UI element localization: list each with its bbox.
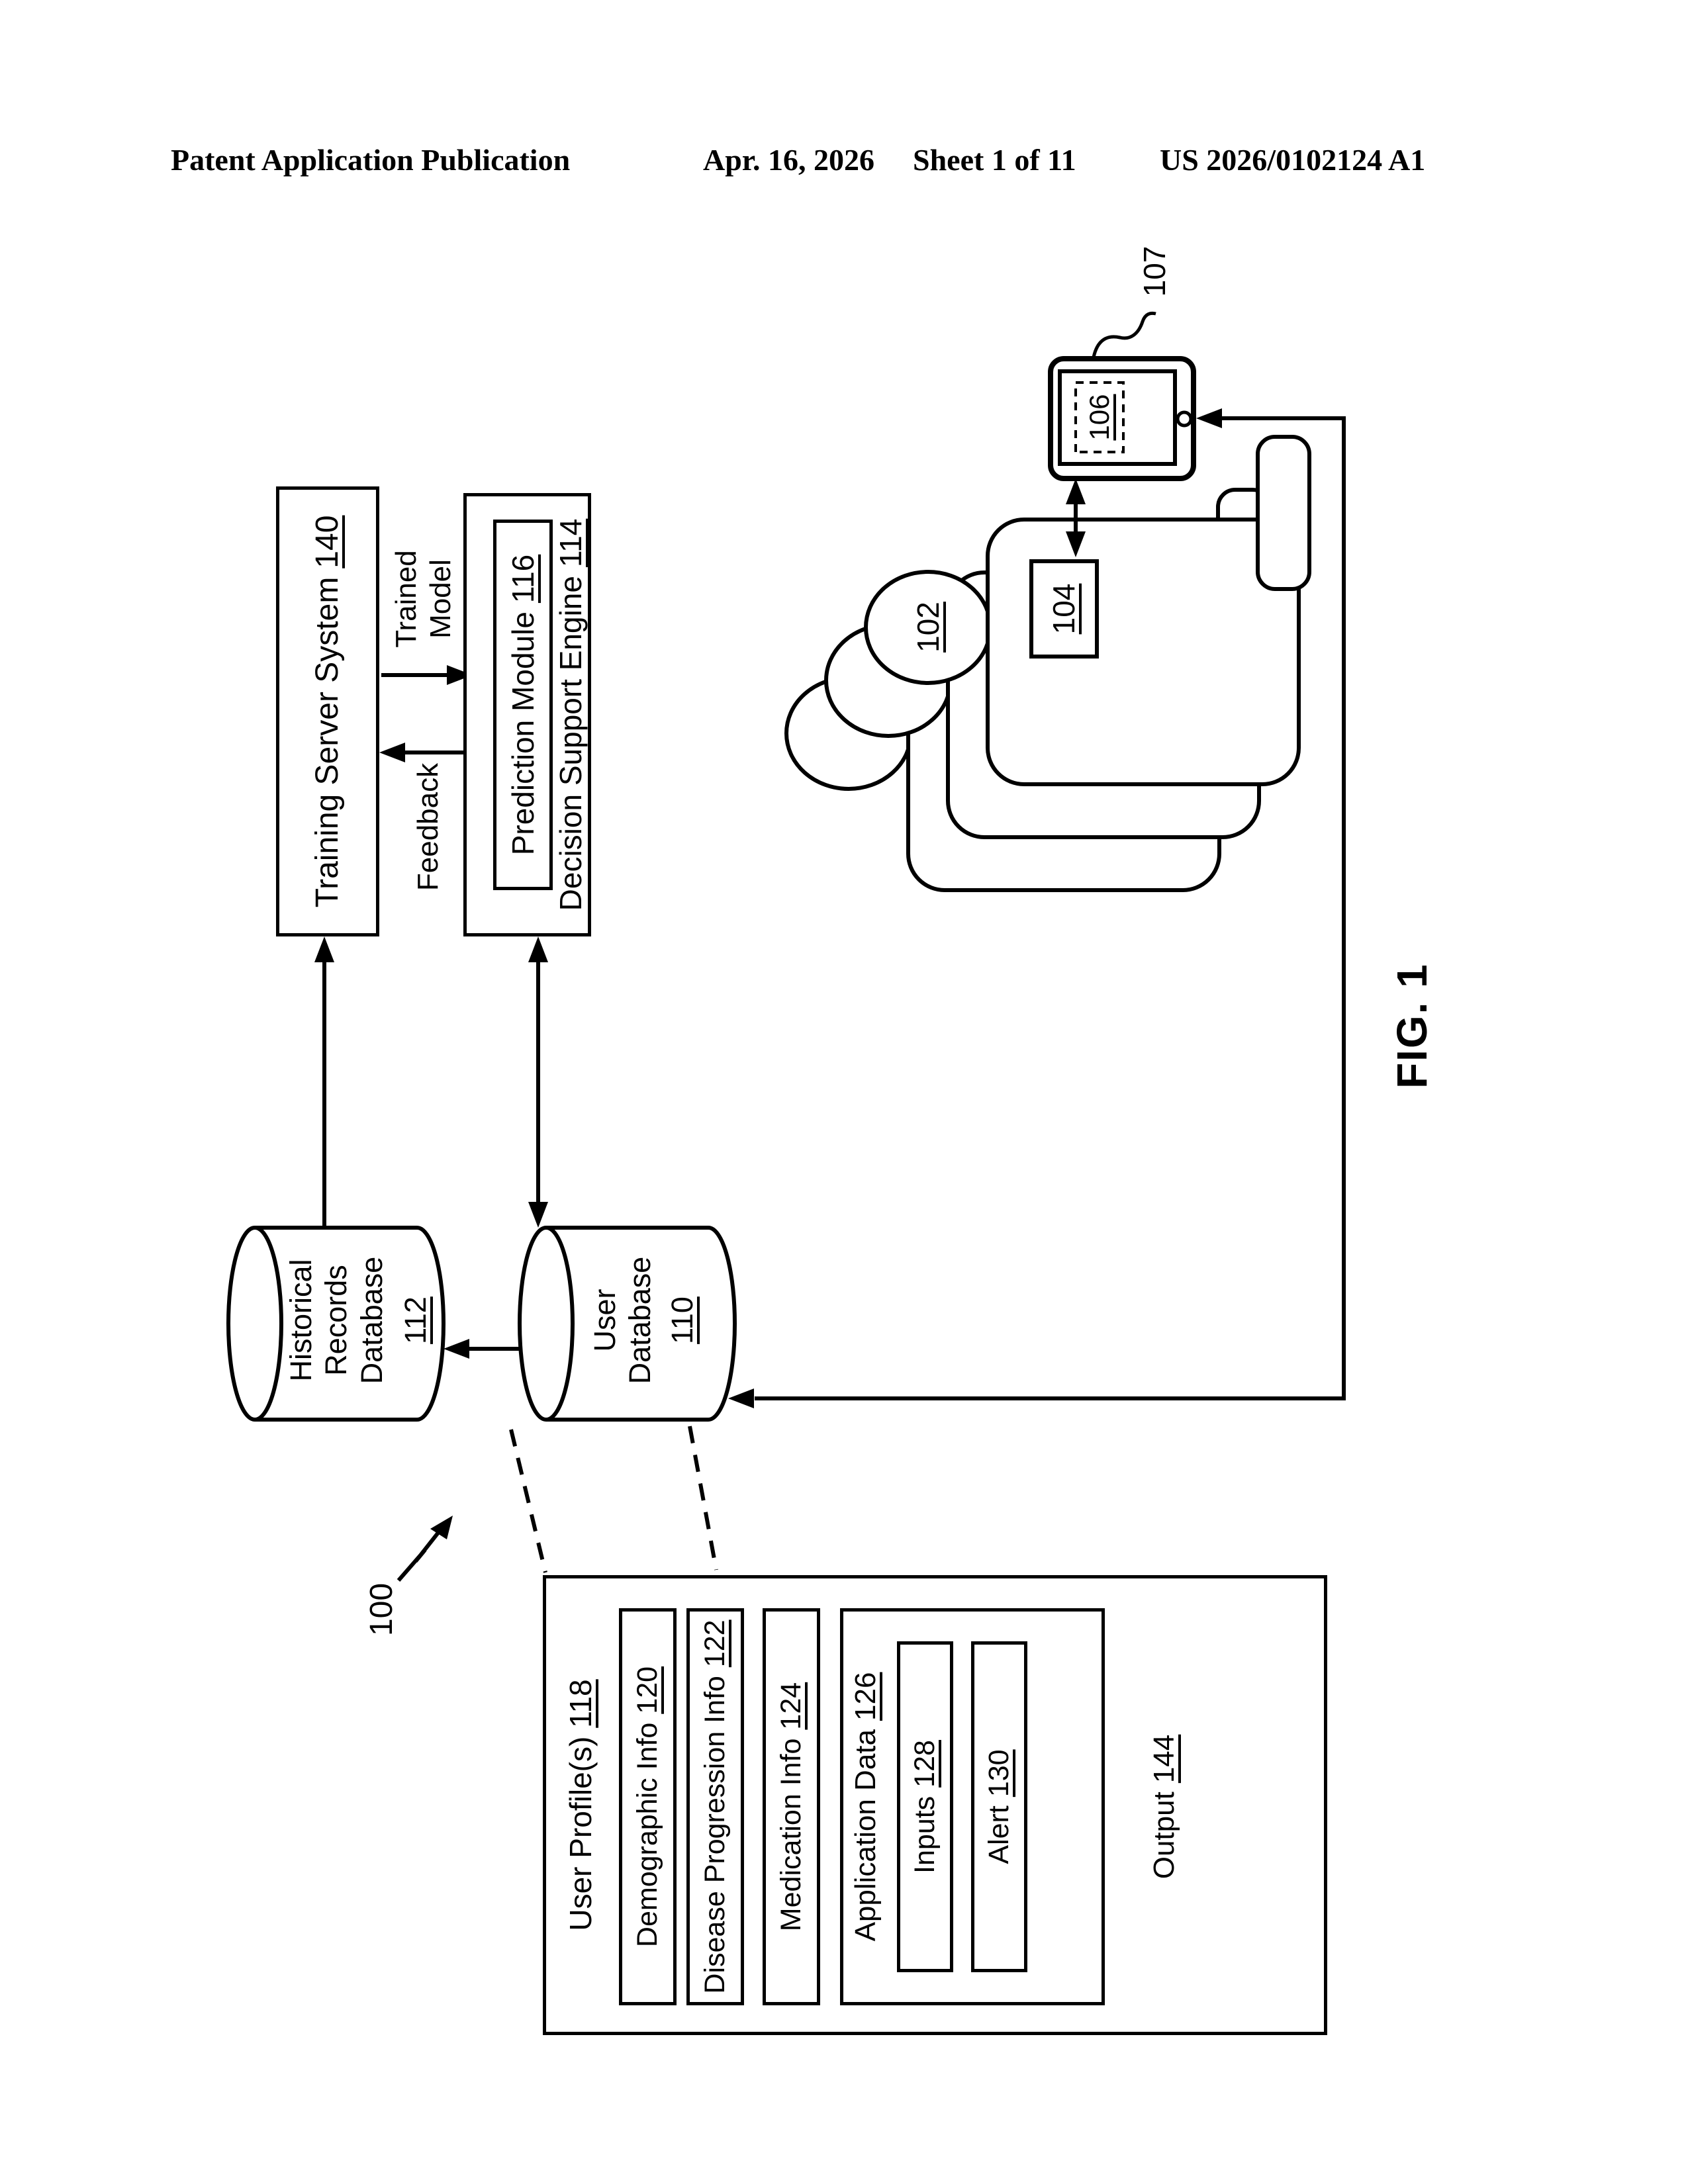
arrow-userdb-to-historical xyxy=(444,1339,520,1359)
medication-info-num: 124 xyxy=(775,1682,807,1730)
prediction-module-label xyxy=(493,520,553,890)
inputs-label: Inputs xyxy=(909,1796,941,1874)
users-ref-label: 102 xyxy=(910,602,945,653)
header-sheet: Sheet 1 of 11 xyxy=(913,143,1076,177)
device-ref-label: 107 xyxy=(1137,246,1172,297)
arrow-trained-model xyxy=(381,665,473,685)
decision-engine-text: Decision Support Engine xyxy=(553,576,588,911)
demographic-info-num: 120 xyxy=(632,1666,663,1714)
header-publication: Patent Application Publication xyxy=(171,143,571,177)
demographic-info-bar xyxy=(619,1608,677,2005)
historical-db-num: 112 xyxy=(399,1297,433,1344)
header-date-sheet xyxy=(703,140,1076,180)
prediction-module-text: Prediction Module xyxy=(505,612,540,856)
output-num: 144 xyxy=(1147,1734,1180,1784)
home-button xyxy=(1178,412,1191,426)
alert-label: Alert xyxy=(983,1805,1015,1864)
header-patent-number: US 2026/0102124 A1 xyxy=(1160,143,1426,177)
demographic-info-label: Demographic Info xyxy=(632,1722,663,1948)
decision-engine-label xyxy=(554,496,587,933)
system-ref-label: 100 xyxy=(364,1582,400,1637)
training-server-label xyxy=(276,486,379,936)
application-data-text: Application Data xyxy=(849,1729,882,1942)
output-label xyxy=(1135,1608,1193,2005)
training-server-num: 140 xyxy=(309,515,345,569)
app-ref-label: 106 xyxy=(1084,394,1115,441)
arrow-userdb-decision xyxy=(528,936,548,1228)
decision-engine-num: 114 xyxy=(553,518,588,568)
disease-progression-label: Disease Progression Info xyxy=(699,1676,731,1994)
arrow-historical-to-training xyxy=(314,936,334,1228)
user-db-label: User Database xyxy=(587,1256,657,1385)
medication-info-bar xyxy=(763,1608,820,2005)
lead-line-107 xyxy=(1094,313,1156,357)
user-profile-title-num: 118 xyxy=(563,1679,598,1728)
lead-arrow-100 xyxy=(399,1516,453,1580)
output-text: Output xyxy=(1147,1792,1180,1880)
trained-model-label: Trained Model xyxy=(390,550,457,648)
inputs-num: 128 xyxy=(909,1740,941,1788)
wearable-ref-label: 104 xyxy=(1047,583,1082,635)
disease-progression-num: 122 xyxy=(699,1619,731,1668)
training-server-text: Training Server System xyxy=(309,576,345,908)
alert-bar xyxy=(971,1641,1027,1972)
users-figure xyxy=(786,437,1309,890)
alert-num: 130 xyxy=(983,1749,1015,1797)
medication-info-label: Medication Info xyxy=(775,1738,807,1932)
client-device xyxy=(1051,359,1194,478)
detail-fan-lines xyxy=(511,1426,716,1572)
figure-1-landscape-canvas xyxy=(225,218,1450,2045)
header-date: Apr. 16, 2026 xyxy=(703,143,874,177)
application-data-label xyxy=(847,1608,884,2005)
user-profile-title xyxy=(563,1592,599,2019)
inputs-bar xyxy=(897,1641,953,1972)
figure-1-area xyxy=(225,218,1450,2045)
user-profile-title-text: User Profile(s) xyxy=(563,1736,598,1931)
figure-caption: FIG. 1 xyxy=(1388,963,1436,1089)
disease-progression-bar xyxy=(686,1608,744,2005)
application-data-num: 126 xyxy=(849,1672,882,1721)
feedback-label: Feedback xyxy=(412,762,445,891)
prediction-module-num: 116 xyxy=(505,554,540,604)
user-db-num: 110 xyxy=(665,1297,700,1344)
historical-db-label: Historical Records Database xyxy=(284,1256,389,1385)
